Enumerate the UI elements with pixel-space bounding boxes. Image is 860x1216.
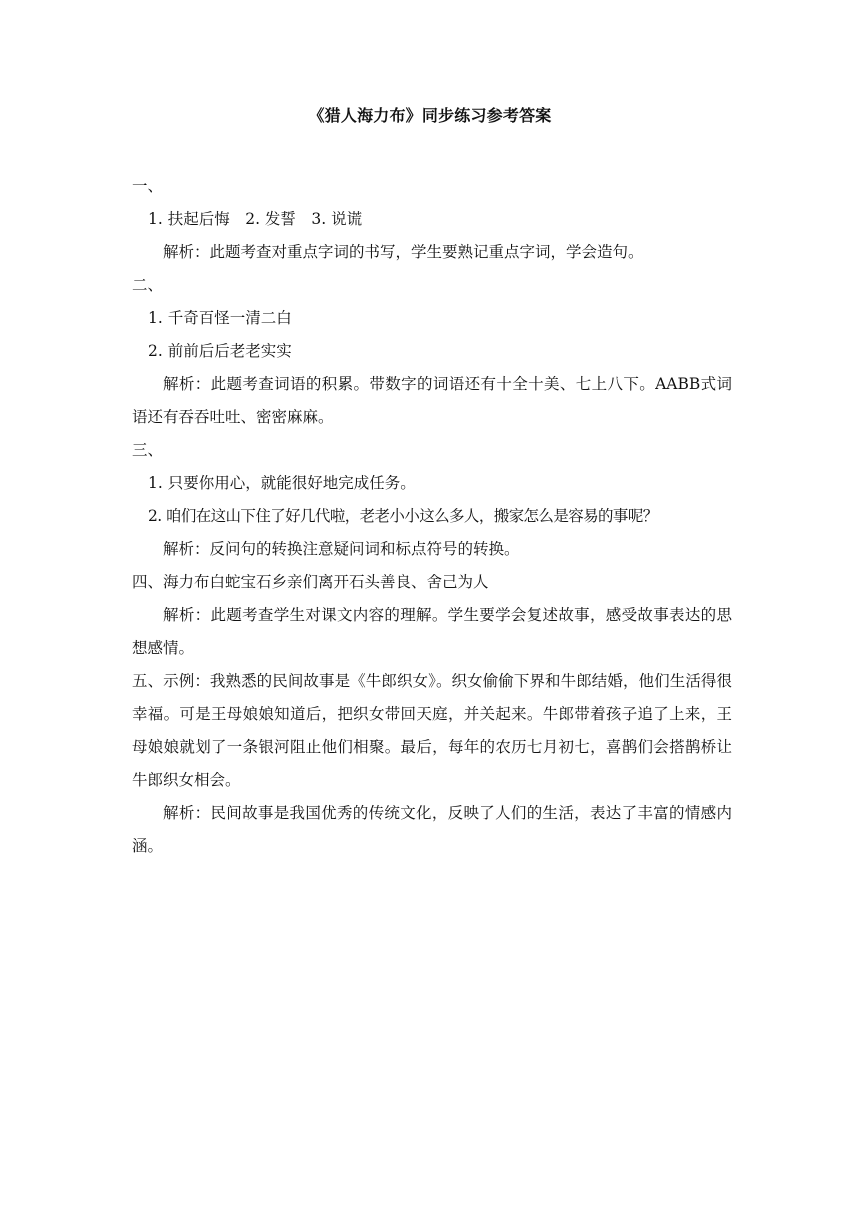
- analysis-text: 解析：民间故事是我国优秀的传统文化，反映了人们的生活，表达了丰富的情感内涵。: [132, 804, 732, 855]
- page-title: 《猎人海力布》同步练习参考答案: [308, 106, 552, 125]
- section-heading: 一、: [132, 177, 164, 195]
- answer-item: 1. 扶起后悔 2. 发誓 3. 说谎: [148, 210, 363, 228]
- analysis-text: 解析：此题考查词语的积累。带数字的词语还有十全十美、七上八下。AABB式词语还有吞吞吐吐、密密麻麻。: [132, 375, 732, 426]
- answer-item: 2. 前前后后老老实实: [148, 342, 292, 360]
- analysis-text: 解析：此题考查对重点字词的书写，学生要熟记重点字词，学会造句。: [163, 243, 644, 261]
- section-heading: 三、: [132, 441, 164, 459]
- analysis-text: 解析：此题考查学生对课文内容的理解。学生要学会复述故事，感受故事表达的思想感情。: [132, 606, 732, 657]
- section-heading: 五、示例：我熟悉的民间故事是《牛郎织女》。织女偷偷下界和牛郎结婚，他们生活得很幸福。可是王母娘娘知道后，把织女带回天庭，并关起来。牛郎带着孩子追了上来，王母娘娘就划了一条银河阻止他们相聚。最后，每年的农历七月初七，喜鹊们会搭鹊桥让牛郎织女相会。: [132, 672, 732, 789]
- answer-item: 1. 只要你用心，就能很好地完成任务。: [148, 474, 416, 492]
- answer-content: [132, 170, 732, 863]
- section-heading: 四、海力布白蛇宝石乡亲们离开石头善良、舍己为人: [132, 573, 489, 591]
- section-heading: 二、: [132, 276, 164, 294]
- analysis-text: 解析：反问句的转换注意疑问词和标点符号的转换。: [163, 540, 520, 558]
- answer-item: 1. 千奇百怪一清二白: [148, 309, 292, 327]
- answer-item: 2. 咱们在这山下住了好几代啦，老老小小这么多人，搬家怎么是容易的事呢？: [148, 507, 658, 525]
